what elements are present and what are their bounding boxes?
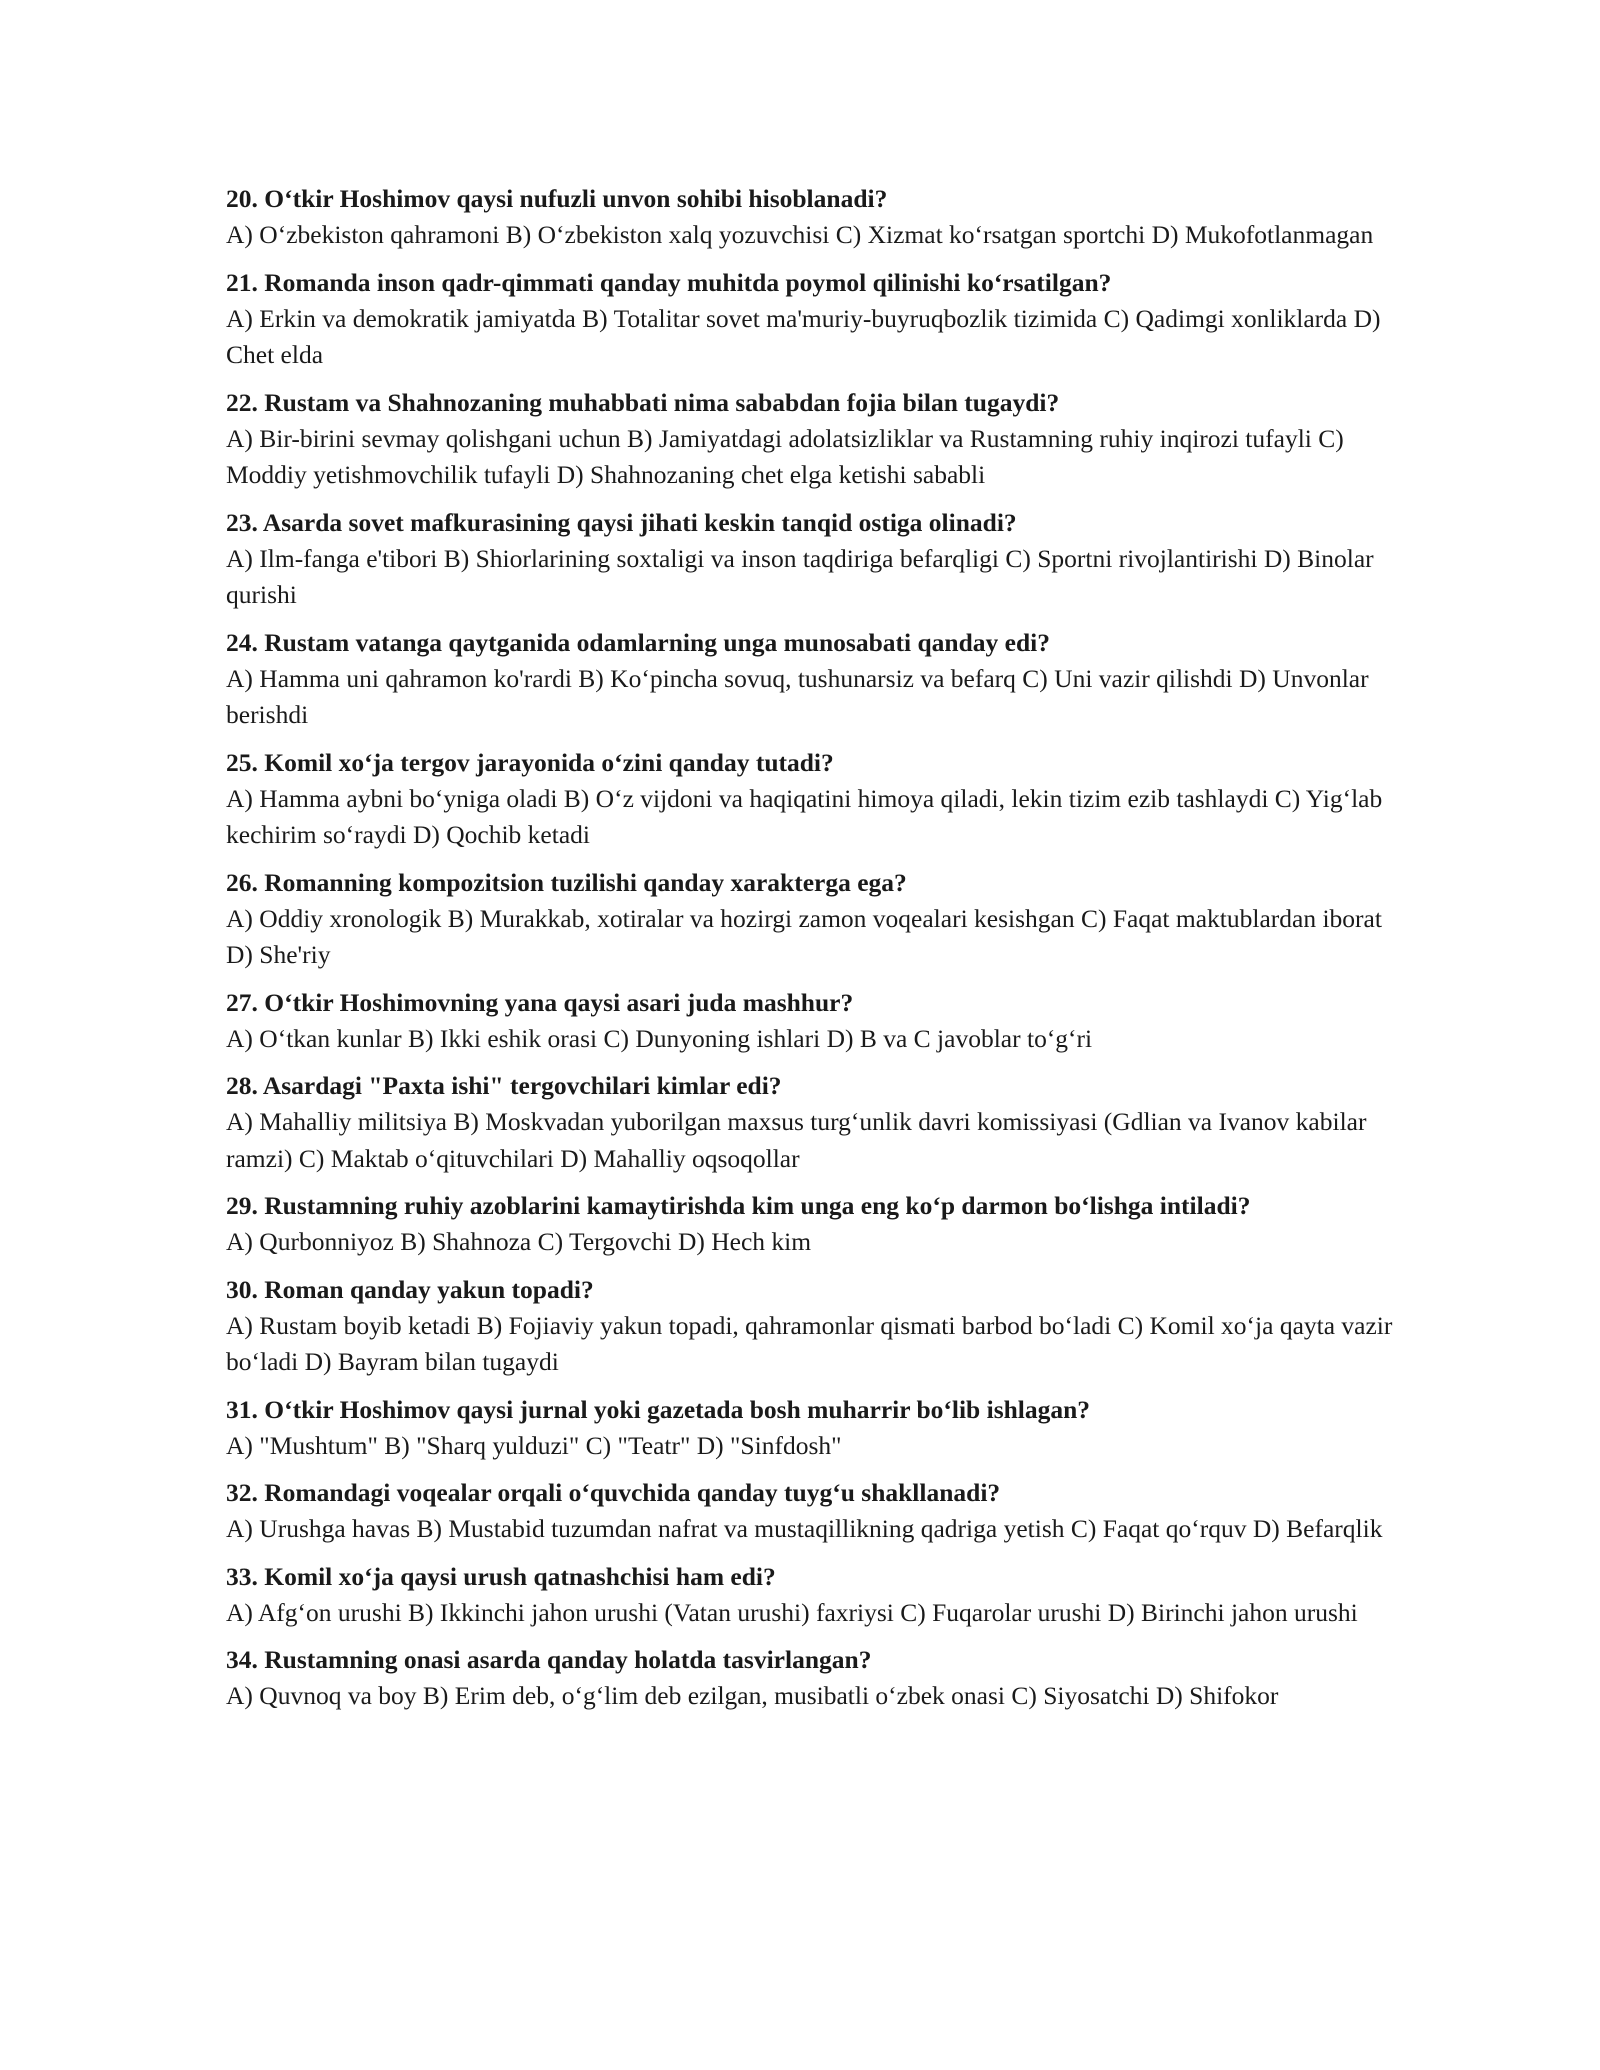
question-block <box>226 1474 1406 1548</box>
question-text: 23. Asarda sovet mafkurasining qaysi jihati keskin tanqid ostiga olinadi? <box>226 507 1017 537</box>
answer-options: A) Oddiy xronologik B) Murakkab, xotiralar va hozirgi zamon voqealari kesishgan C) Faqat maktublardan iborat D) She'riy <box>226 903 1382 969</box>
answer-options: A) O‘tkan kunlar B) Ikki eshik orasi C) Dunyoning ishlari D) B va C javoblar to‘g‘ri <box>226 1023 1093 1053</box>
question-block <box>226 504 1406 614</box>
question-text: 28. Asardagi "Paxta ishi" tergovchilari kimlar edi? <box>226 1071 782 1100</box>
answer-options: A) Erkin va demokratik jamiyatda B) Totalitar sovet ma'muriy-buyruqbozlik tizimida C) Qadimgi xonliklarda D) Chet elda <box>226 303 1381 369</box>
question-text: 25. Komil xo‘ja tergov jarayonida o‘zini qanday tutadi? <box>226 747 834 777</box>
answer-options: A) Afg‘on urushi B) Ikkinchi jahon urushi (Vatan urushi) faxriysi C) Fuqarolar urushi D) Birinchi jahon urushi <box>226 1597 1358 1627</box>
question-block <box>226 864 1406 974</box>
question-block <box>226 624 1406 734</box>
answer-options: A) Ilm-fanga e'tibori B) Shiorlarining soxtaligi va inson taqdiriga befarqligi C) Sportni rivojlantirishi D) Binolar qurishi <box>226 543 1374 609</box>
question-text: 22. Rustam va Shahnozaning muhabbati nima sababdan fojia bilan tugaydi? <box>226 387 1060 417</box>
question-text: 24. Rustam vatanga qaytganida odamlarning unga munosabati qanday edi? <box>226 627 1050 657</box>
question-block <box>226 1187 1406 1261</box>
question-text: 30. Roman qanday yakun topadi? <box>226 1274 594 1304</box>
question-block <box>226 384 1406 494</box>
question-block <box>226 1391 1406 1465</box>
answer-options: A) Urushga havas B) Mustabid tuzumdan nafrat va mustaqillikning qadriga yetish C) Faqat qo‘rquv D) Befarqlik <box>226 1514 1383 1543</box>
question-text: 20. O‘tkir Hoshimov qaysi nufuzli unvon sohibi hisoblanadi? <box>226 184 888 213</box>
question-text: 33. Komil xo‘ja qaysi urush qatnashchisi ham edi? <box>226 1561 776 1591</box>
question-block <box>226 744 1406 854</box>
answer-options: A) "Mushtum" B) "Sharq yulduzi" C) "Teatr" D) "Sinfdosh" <box>226 1430 842 1460</box>
question-text: 31. O‘tkir Hoshimov qaysi jurnal yoki gazetada bosh muharrir bo‘lib ishlagan? <box>226 1394 1091 1424</box>
answer-options: A) Hamma aybni bo‘yniga oladi B) O‘z vijdoni va haqiqatini himoya qiladi, lekin tizim ezib tashlaydi C) Yig‘lab kechirim so‘raydi D) Qochib ketadi <box>226 783 1383 849</box>
answer-options: A) Hamma uni qahramon ko'rardi B) Ko‘pincha sovuq, tushunarsiz va befarq C) Uni vazir qilishdi D) Unvonlar berishdi <box>226 663 1369 729</box>
answer-options: A) O‘zbekiston qahramoni B) O‘zbekiston xalq yozuvchisi C) Xizmat ko‘rsatgan sportchi D) Mukofotlanmagan <box>226 220 1374 249</box>
question-block <box>226 1558 1406 1632</box>
answer-options: A) Mahalliy militsiya B) Moskvadan yuborilgan maxsus turg‘unlik davri komissiyasi (Gdlian va Ivanov kabilar ramzi) C) Maktab o‘qituvchilari D) Mahalliy oqsoqollar <box>226 1107 1367 1173</box>
answer-options: A) Rustam boyib ketadi B) Fojiaviy yakun topadi, qahramonlar qismati barbod bo‘ladi C) Komil xo‘ja qayta vazir bo‘ladi D) Bayram bilan tugaydi <box>226 1310 1393 1376</box>
document-page <box>226 180 1406 1725</box>
question-block <box>226 264 1406 374</box>
question-block <box>226 984 1406 1058</box>
question-text: 32. Romandagi voqealar orqali o‘quvchida qanday tuyg‘u shakllanadi? <box>226 1478 1001 1507</box>
question-block <box>226 180 1406 254</box>
answer-options: A) Qurbonniyoz B) Shahnoza C) Tergovchi D) Hech kim <box>226 1227 812 1256</box>
question-text: 34. Rustamning onasi asarda qanday holatda tasvirlangan? <box>226 1645 872 1674</box>
question-block <box>226 1067 1406 1177</box>
question-block <box>226 1271 1406 1381</box>
answer-options: A) Quvnoq va boy B) Erim deb, o‘g‘lim deb ezilgan, musibatli o‘zbek onasi C) Siyosatchi D) Shifokor <box>226 1681 1279 1710</box>
question-text: 21. Romanda inson qadr-qimmati qanday muhitda poymol qilinishi ko‘rsatilgan? <box>226 267 1112 297</box>
question-text: 26. Romanning kompozitsion tuzilishi qanday xarakterga ega? <box>226 867 907 897</box>
question-block <box>226 1641 1406 1715</box>
question-text: 29. Rustamning ruhiy azoblarini kamaytirishda kim unga eng ko‘p darmon bo‘lishga intiladi? <box>226 1191 1251 1220</box>
answer-options: A) Bir-birini sevmay qolishgani uchun B) Jamiyatdagi adolatsizliklar va Rustamning ruhiy inqirozi tufayli C) Moddiy yetishmovchilik tufayli D) Shahnozaning chet elga ketishi sababli <box>226 423 1344 489</box>
question-text: 27. O‘tkir Hoshimovning yana qaysi asari juda mashhur? <box>226 987 854 1017</box>
